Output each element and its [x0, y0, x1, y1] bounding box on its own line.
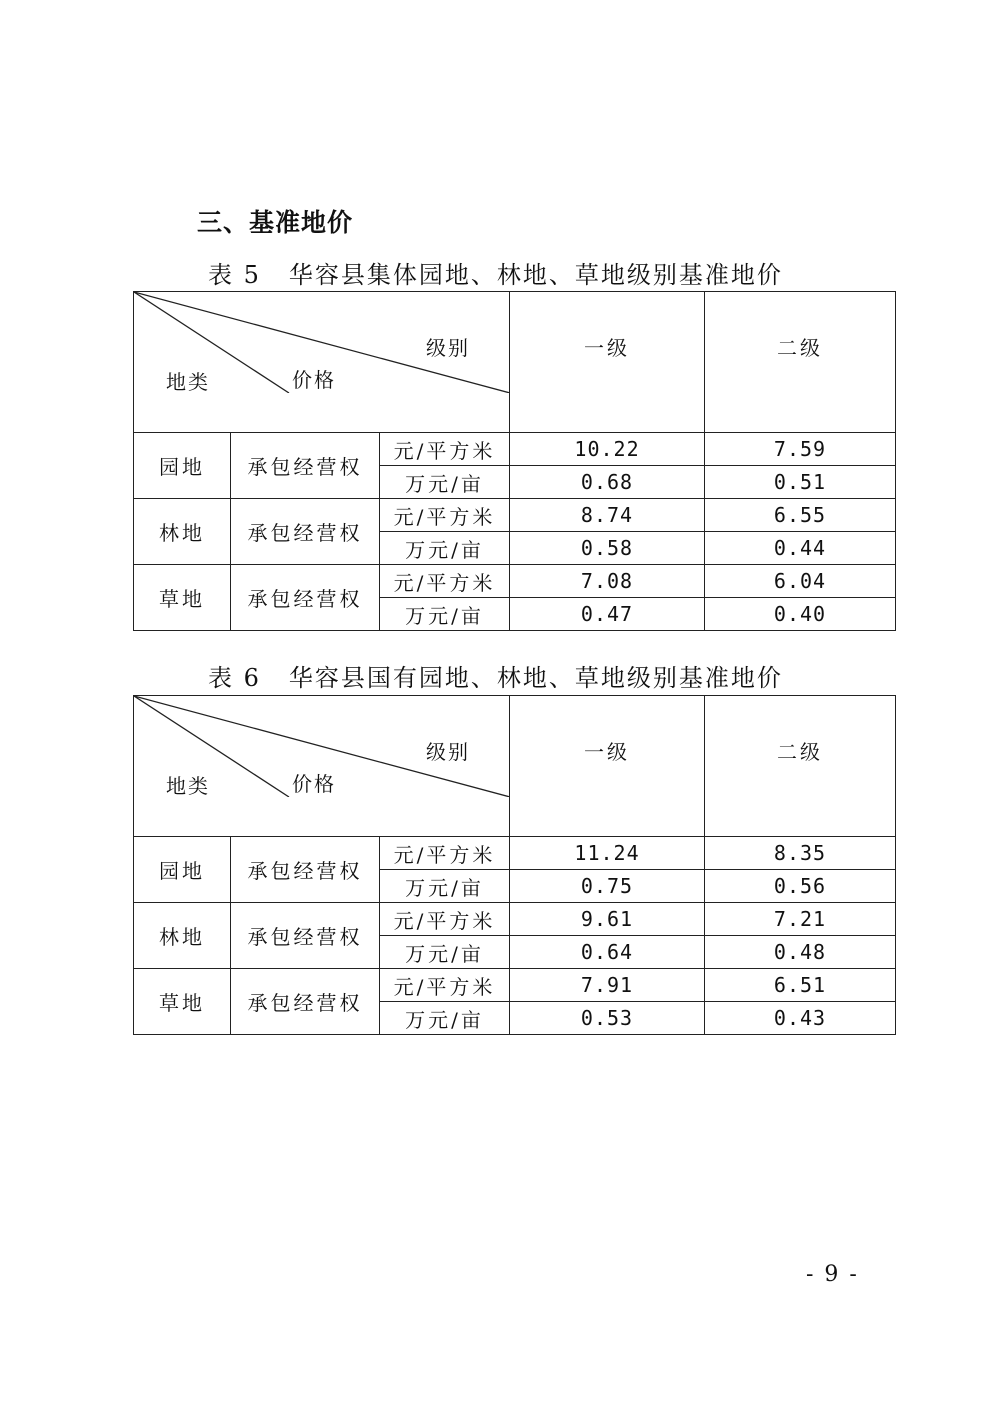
- level-1-header: 一级: [510, 292, 705, 433]
- table-row: [134, 499, 896, 532]
- diagonal-header-cell: [134, 696, 510, 837]
- right-type-cell: 承包经营权: [231, 969, 380, 1035]
- unit-cell: 万元/亩: [380, 870, 510, 903]
- unit-cell: 万元/亩: [380, 936, 510, 969]
- header-level-label: 级别: [426, 336, 470, 360]
- table-5-title: [208, 255, 783, 290]
- level-1-header: 一级: [510, 696, 705, 837]
- level-1-value: 11.24: [510, 837, 705, 870]
- header-price-label: 价格: [292, 368, 336, 392]
- unit-cell: 万元/亩: [380, 466, 510, 499]
- level-1-value: 0.68: [510, 466, 705, 499]
- unit-cell: 元/平方米: [380, 903, 510, 936]
- level-2-value: 0.40: [705, 598, 896, 631]
- level-2-value: 6.55: [705, 499, 896, 532]
- header-price-label: 价格: [292, 772, 336, 796]
- land-type-cell: 草地: [134, 565, 231, 631]
- unit-cell: 元/平方米: [380, 499, 510, 532]
- land-type-cell: 林地: [134, 903, 231, 969]
- right-type-cell: 承包经营权: [231, 903, 380, 969]
- level-1-value: 7.08: [510, 565, 705, 598]
- header-land-type-label: 地类: [166, 774, 210, 798]
- header-land-type-label: 地类: [166, 370, 210, 394]
- table-row: [134, 565, 896, 598]
- level-2-value: 8.35: [705, 837, 896, 870]
- table-6: [133, 695, 896, 1035]
- page-number: - 9 -: [806, 1262, 859, 1287]
- table-5: [133, 291, 896, 631]
- level-2-header: 二级: [705, 292, 896, 433]
- level-2-value: 7.21: [705, 903, 896, 936]
- table-name: 华容县国有园地、林地、草地级别基准地价: [288, 664, 783, 692]
- level-1-value: 9.61: [510, 903, 705, 936]
- unit-cell: 万元/亩: [380, 532, 510, 565]
- unit-cell: 元/平方米: [380, 837, 510, 870]
- level-1-value: 0.47: [510, 598, 705, 631]
- level-2-value: 0.43: [705, 1002, 896, 1035]
- right-type-cell: 承包经营权: [231, 499, 380, 565]
- unit-cell: 元/平方米: [380, 565, 510, 598]
- unit-cell: 万元/亩: [380, 598, 510, 631]
- level-2-value: 7.59: [705, 433, 896, 466]
- level-2-value: 0.48: [705, 936, 896, 969]
- table-row: [134, 969, 896, 1002]
- level-2-value: 0.51: [705, 466, 896, 499]
- diagonal-header-cell: [134, 292, 510, 433]
- unit-cell: 元/平方米: [380, 433, 510, 466]
- table-number: 表 5: [208, 261, 261, 289]
- table-row: [134, 837, 896, 870]
- table-number: 表 6: [208, 664, 261, 692]
- level-2-value: 6.04: [705, 565, 896, 598]
- level-1-value: 8.74: [510, 499, 705, 532]
- level-1-value: 0.75: [510, 870, 705, 903]
- level-2-header: 二级: [705, 696, 896, 837]
- land-type-cell: 林地: [134, 499, 231, 565]
- level-1-value: 0.53: [510, 1002, 705, 1035]
- table-name: 华容县集体园地、林地、草地级别基准地价: [288, 261, 783, 289]
- level-2-value: 0.56: [705, 870, 896, 903]
- land-type-cell: 园地: [134, 837, 231, 903]
- level-1-value: 10.22: [510, 433, 705, 466]
- header-level-label: 级别: [426, 740, 470, 764]
- level-1-value: 7.91: [510, 969, 705, 1002]
- header-row: [134, 292, 896, 433]
- table-row: [134, 433, 896, 466]
- section-heading: 三、基准地价: [197, 208, 354, 237]
- level-1-value: 0.64: [510, 936, 705, 969]
- land-type-cell: 草地: [134, 969, 231, 1035]
- table-row: [134, 903, 896, 936]
- land-type-cell: 园地: [134, 433, 231, 499]
- table-6-title: [208, 658, 783, 693]
- right-type-cell: 承包经营权: [231, 433, 380, 499]
- level-1-value: 0.58: [510, 532, 705, 565]
- right-type-cell: 承包经营权: [231, 837, 380, 903]
- unit-cell: 元/平方米: [380, 969, 510, 1002]
- header-row: [134, 696, 896, 837]
- level-2-value: 0.44: [705, 532, 896, 565]
- unit-cell: 万元/亩: [380, 1002, 510, 1035]
- right-type-cell: 承包经营权: [231, 565, 380, 631]
- level-2-value: 6.51: [705, 969, 896, 1002]
